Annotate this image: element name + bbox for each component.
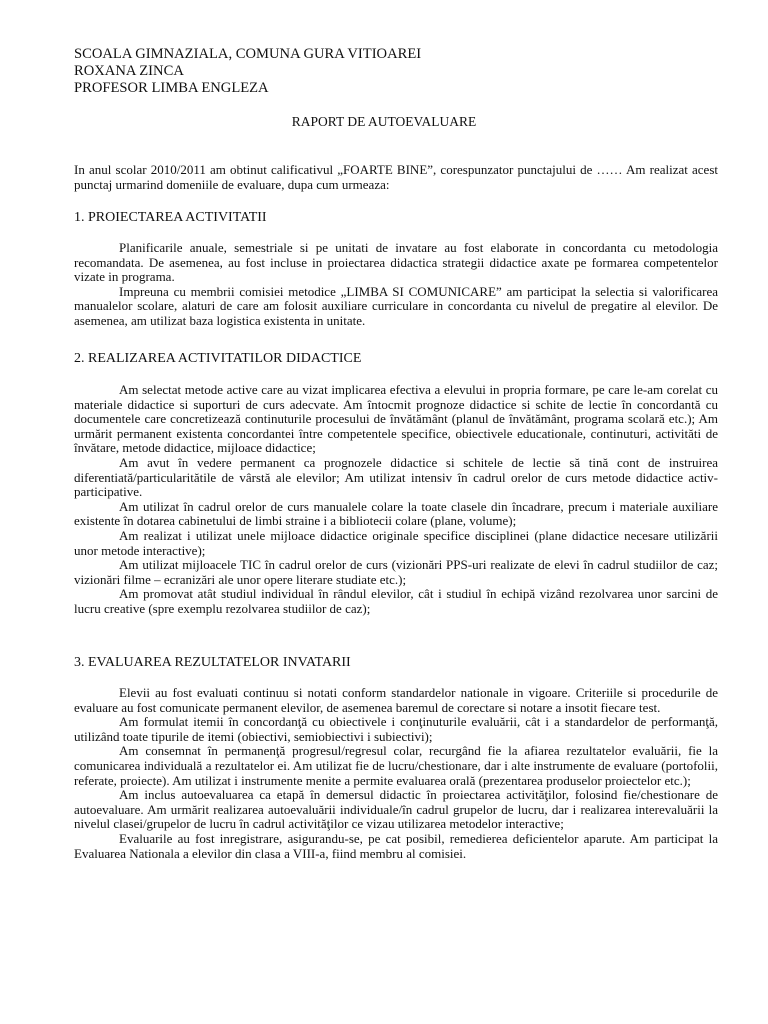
section-heading-1: 1. PROIECTAREA ACTIVITATII [74, 210, 267, 225]
section-1-body [74, 241, 718, 329]
section-1-paragraph: Impreuna cu membrii comisiei metodice „LIMBA SI COMUNICARE” am participat la selectia si valorificarea manualelor scolare, alaturi de care am folosit auxiliare curriculare in concordanta cu nivelul de pregatire al elevilor. De asemenea, am utilizat baza logistica existenta in unitate. [74, 283, 718, 328]
section-2-paragraph: Am utilizat mijloacele TIC în cadrul orelor de curs (vizionări PPS-uri realizate de elevi în cadrul studiilor de caz; vizionări filme – ecranizări ale unor opere literare studiate etc.); [74, 557, 718, 587]
section-1-paragraph: Planificarile anuale, semestriale si pe unitati de invatare au fost elaborate in concordanta cu metodologia recomandata. De asemenea, au fost incluse in proiectarea didactica strategii didactice axate pe formarea competentelor vizate in programa. [74, 240, 718, 285]
intro-paragraph: In anul scolar 2010/2011 am obtinut calificativul „FOARTE BINE”, corespunzator punctajului de …… Am realizat acest punctaj urmarind domeniile de evaluare, dupa cum urmeaza: [74, 162, 718, 192]
section-heading-2: 2. REALIZAREA ACTIVITATILOR DIDACTICE [74, 351, 362, 366]
school-name: SCOALA GIMNAZIALA, COMUNA GURA VITIOAREI [74, 46, 422, 62]
section-2-paragraph: Am promovat atât studiul individual în rândul elevilor, cât i studiul în echipă vizând rezolvarea unor sarcini de lucru creative (spre exemplu rezolvarea studiilor de caz); [74, 586, 718, 616]
section-heading-3: 3. EVALUAREA REZULTATELOR INVATARII [74, 655, 351, 670]
section-2-paragraph: Am selectat metode active care au vizat implicarea efectiva a elevului in propria formare, pe care le-am corelat cu materiale didactice si suporturi de curs adecvate. Am întocmit prognoze didactice si schite de lectie în concordantă cu documentele care concretizează continuturile procesului de învătământ (planul de învătământ, programa scolară etc.); Am urmărit permanent existenta concordantei între competentele specifice, obiectivele educationale, continuturi, activităti de învătare, metode didactice, mijloace didactice; [74, 382, 718, 456]
section-3-paragraph: Am inclus autoevaluarea ca etapă în demersul didactic în proiectarea activităţilor, folosind fie/chestionare de autoevaluare. Am urmărit realizarea autoevaluării individuale/în cadrul grupelor de lucru, dar i realizarea interevaluării la nivelul clasei/grupelor de lucru în cadrul activităţilor ce vizau utilizarea metodelor interactive; [74, 787, 718, 832]
section-3-paragraph: Am formulat itemii în concordanţă cu obiectivele i conţinuturile evaluării, cât i a standardelor de performanţă, utilizând toate tipurile de itemi (obiectivi, semiobiectivi i subiectivi); [74, 714, 718, 744]
document-title: RAPORT DE AUTOEVALUARE [291, 114, 477, 129]
document-header [74, 46, 421, 97]
section-2-paragraph: Am utilizat în cadrul orelor de curs manualele colare la toate clasele din încadrare, precum i materiale auxiliare existente în dotarea cabinetului de limbi straine i a bibliotecii colare (plane, volume); [74, 498, 718, 529]
author-name: ROXANA ZINCA [74, 63, 184, 79]
section-3-paragraph: Elevii au fost evaluati continuu si notati conform standardelor nationale in vigoare. Criteriile si procedurile de evaluare au fost comunicate permanent elevilor, de asemenea baremul de corectare si notare a insotit fiecare test. [74, 685, 718, 715]
section-3-paragraph: Evaluarile au fost inregistrare, asigurandu-se, pe cat posibil, remedierea deficientelor aparute. Am participat la Evaluarea Nationala a elevilor din clasa a VIII-a, fiind membru al comisiei. [74, 830, 718, 861]
author-position: PROFESOR LIMBA ENGLEZA [74, 80, 269, 96]
section-3-body [74, 686, 718, 861]
section-2-paragraph: Am avut în vedere permanent ca prognozele didactice si schitele de lectie să tină cont de instruirea diferentiată/particularitătile de vârstă ale elevilor; Am utilizat intensiv în cadrul orelor de curs metode didactice activ-participative. [74, 454, 718, 500]
intro-block [74, 163, 718, 192]
section-2-body [74, 383, 718, 617]
section-3-paragraph: Am consemnat în permanenţă progresul/regresul colar, recurgând fie la afiarea rezultatelor evaluării, fie la comunicarea individuală a rezultatelor ei. Am utilizat fie de lucru/chestionare, dar i alte instrumente de evaluare (portofolii, referate, proiecte). Am utilizat i instrumente menite a permite evaluarea orală (prezentarea produselor proiectelor etc.); [74, 743, 718, 788]
section-2-paragraph: Am realizat i utilizat unele mijloace didactice originale specifice disciplinei (plane didactice necesare utilizării unor metode interactive); [74, 527, 718, 558]
